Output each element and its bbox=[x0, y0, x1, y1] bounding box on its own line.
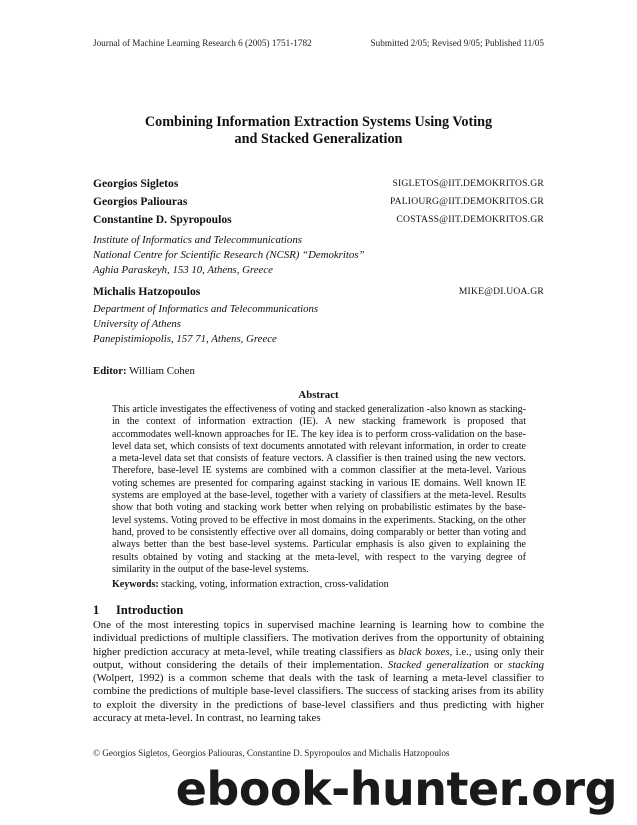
intro-text: One of the most interesting topics in supervised machine learning is learning how to combine the individual predictions of multiple classifiers. The motivation derives from the opportunity of obtaining higher prediction accuracy at meta-level, while treating classifiers as bbox=[93, 619, 544, 658]
keywords-text: stacking, voting, information extraction, cross-validation bbox=[161, 579, 389, 590]
abstract-text: This article investigates the effectiveness of voting and stacked generalization -also known as stacking- in the context of information extraction (IE). A new stacking framework is proposed that accommodates well-known approaches for IE. The key idea is to perform cross-validation on the base-level data set, which consists of text documents annotated with relevant information, in order to create a meta-level data set that consists of feature vectors. A classifier is then trained using the new vectors. Therefore, base-level IE systems are combined with a common classifier at the meta-level. Various voting schemes are presented for comparing against stacking in various IE domains. Well known IE systems are employed at the base-level, together with a variety of classifiers at the meta-level. Results show that both voting and stacking work better when relying on probabilistic estimates by the base-level systems. Voting proved to be effective in most domains in the experiments. Stacking, on the other hand, proved to be consistently effective over all domains, doing comparably or better than voting and always better than the best base-level systems. Particular emphasis is also given to explaining the results obtained by voting and stacking at the meta-level, with respect to the varying degree of similarity in the output of the base-level systems. bbox=[112, 404, 526, 575]
copyright-notice: © Georgios Sigletos, Georgios Paliouras, Constantine D. Spyropoulos and Michalis Hatzopoulos bbox=[93, 748, 450, 758]
introduction-paragraph bbox=[93, 619, 544, 725]
author-name: Georgios Sigletos bbox=[93, 177, 179, 190]
paper-title bbox=[0, 114, 637, 148]
editor-line bbox=[93, 365, 195, 377]
intro-emphasis: Stacked generalization bbox=[387, 658, 489, 671]
journal-header: Journal of Machine Learning Research 6 (2005) 1751-1782 bbox=[93, 38, 312, 48]
intro-text: or bbox=[488, 658, 509, 671]
title-line-1: Combining Information Extraction Systems Using Voting bbox=[144, 114, 493, 130]
affiliation-line: Institute of Informatics and Telecommunications bbox=[93, 234, 302, 246]
section-number: 1 bbox=[93, 603, 100, 617]
section-heading bbox=[93, 603, 183, 618]
affiliation-line: Panepistimiopolis, 157 71, Athens, Greece bbox=[93, 333, 277, 345]
author-email: COSTASS@IIT.DEMOKRITOS.GR bbox=[396, 214, 544, 225]
editor-label: Editor: bbox=[93, 365, 127, 377]
author-email: PALIOURG@IIT.DEMOKRITOS.GR bbox=[389, 196, 544, 207]
affiliation-ncsr bbox=[93, 233, 365, 278]
author-email: MIKE@DI.UOA.GR bbox=[458, 286, 544, 297]
author-row bbox=[93, 195, 544, 211]
affiliation-line: University of Athens bbox=[93, 318, 181, 330]
author-email: SIGLETOS@IIT.DEMOKRITOS.GR bbox=[392, 178, 544, 189]
affiliation-line: Department of Informatics and Telecommunications bbox=[93, 303, 319, 315]
affiliation-line: Aghia Paraskeyh, 153 10, Athens, Greece bbox=[93, 264, 273, 276]
author-name: Georgios Paliouras bbox=[93, 195, 188, 208]
watermark: ebook-hunter.org bbox=[175, 762, 617, 816]
author-row bbox=[93, 285, 544, 301]
keywords-line bbox=[112, 579, 389, 590]
author-name: Michalis Hatzopoulos bbox=[93, 285, 201, 298]
intro-text: (Wolpert, 1992) is a common scheme that deals with the task of learning a meta-level classifier to combine the predictions of multiple base-level classifiers. The success of stacking arises from its ability to exploit the diversity in the predictions of base-level classifiers and thus predicting with higher accuracy at meta-level. In contrast, no learning takes bbox=[93, 672, 544, 725]
intro-emphasis: black boxes bbox=[398, 645, 450, 658]
editor-name: William Cohen bbox=[129, 365, 195, 377]
affiliation-athens bbox=[93, 302, 318, 347]
section-title: Introduction bbox=[116, 603, 184, 617]
submission-dates: Submitted 2/05; Revised 9/05; Published 11/05 bbox=[370, 38, 544, 48]
keywords-label: Keywords: bbox=[112, 579, 159, 590]
author-name: Constantine D. Spyropoulos bbox=[93, 213, 232, 226]
affiliation-line: National Centre for Scientific Research (NCSR) “Demokritos” bbox=[93, 249, 365, 261]
title-line-2: and Stacked Generalization bbox=[234, 131, 403, 147]
author-row bbox=[93, 213, 544, 229]
intro-emphasis: stacking bbox=[508, 658, 544, 671]
abstract-heading: Abstract bbox=[298, 389, 339, 401]
intro-text: , i.e., using only their output, without considering the details of their implementation. bbox=[93, 645, 545, 671]
author-row bbox=[93, 177, 544, 193]
